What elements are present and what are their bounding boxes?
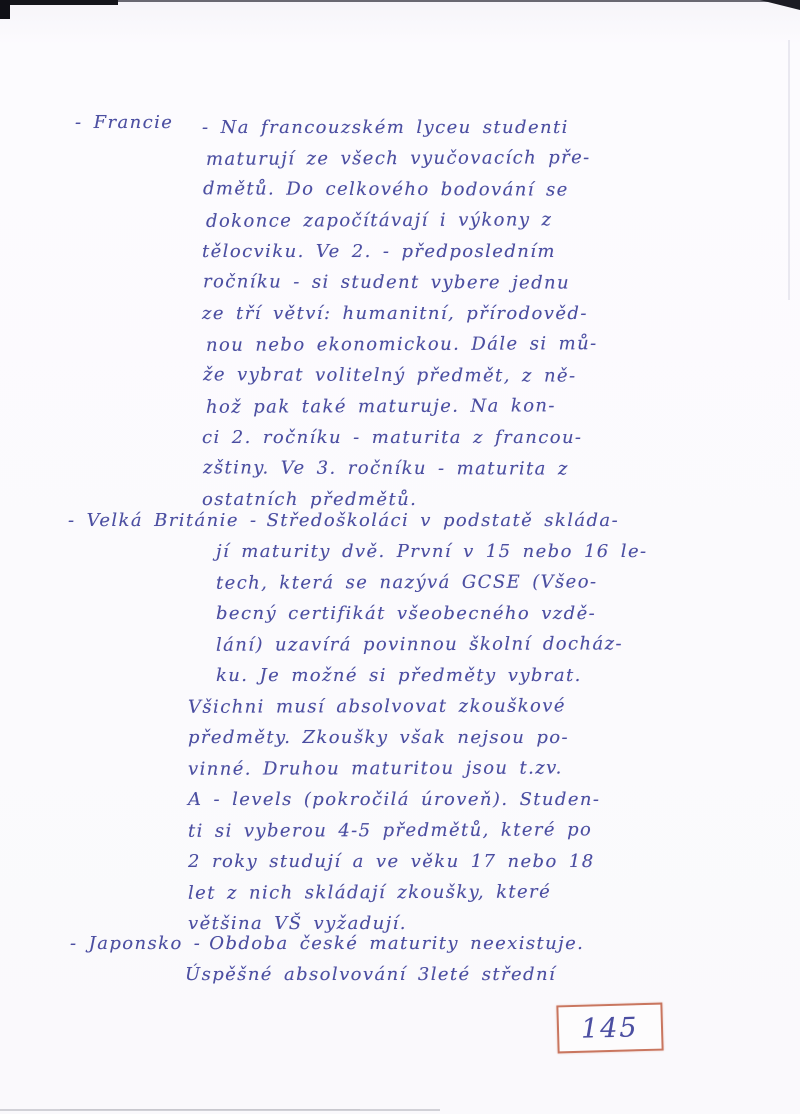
page-number: 145	[580, 1011, 640, 1045]
scan-artifact-left-edge-mark	[0, 0, 10, 19]
handwritten-line: ku. Je možné si předměty vybrat.	[216, 665, 582, 686]
handwritten-line: že vybrat volitelný předmět, z ně-	[202, 364, 577, 387]
handwritten-line: předměty. Zkoušky však nejsou po-	[188, 727, 569, 748]
handwritten-line: ostatních předmětů.	[202, 489, 418, 510]
handwritten-line: tělocviku. Ve 2. - předposledním	[202, 241, 556, 262]
handwritten-line: A - levels (pokročilá úroveň). Studen-	[188, 789, 601, 810]
section-label-velka-britanie: - Velká Británie -	[68, 510, 258, 531]
scan-artifact-top-left-mark	[0, 0, 118, 5]
page-number-box	[556, 1003, 663, 1054]
scan-artifact-top-line	[0, 0, 800, 2]
handwritten-line: dokonce započítávají i výkony z	[205, 209, 553, 232]
handwritten-line: vinné. Druhou maturitou jsou t.zv.	[187, 757, 563, 780]
section-row-velka-britanie	[68, 505, 619, 536]
handwritten-line: 2 roky studují a ve věku 17 nebo 18	[188, 851, 595, 872]
section-label-francie: - Francie	[75, 112, 174, 133]
section-row-japonsko	[70, 928, 584, 959]
section-label-japonsko: - Japonsko -	[70, 933, 202, 954]
handwritten-line: let z nich skládají zkoušky, které	[187, 881, 552, 904]
section-body-japonsko	[185, 959, 556, 990]
handwritten-line: ročníku - si student vybere jednu	[202, 271, 571, 294]
handwritten-line: lání) uzavírá povinnou školní docház-	[215, 633, 623, 656]
handwritten-line: Středoškoláci v podstatě skláda-	[266, 510, 620, 531]
handwritten-line: becný certifikát všeobecného vzdě-	[216, 603, 597, 624]
section-body-francie	[202, 112, 598, 515]
handwritten-line: ti si vyberou 4-5 předmětů, které po	[187, 819, 593, 842]
handwritten-line: maturují ze všech vyučovacích pře-	[205, 147, 591, 170]
handwritten-line: - Na francouzském lyceu studenti	[202, 117, 569, 138]
handwritten-line: Obdoba české maturity neexistuje.	[209, 933, 585, 954]
scan-artifact-bottom-line-faint	[60, 1109, 360, 1110]
handwritten-line: hož pak také maturuje. Na kon-	[205, 395, 556, 418]
handwritten-line: jí maturity dvě. První v 15 nebo 16 le-	[216, 541, 648, 562]
handwritten-line: Všichni musí absolvovat zkouškové	[187, 695, 566, 718]
handwritten-line: nou nebo ekonomickou. Dále si mů-	[205, 333, 598, 356]
handwritten-line: dmětů. Do celkového bodování se	[202, 178, 569, 201]
handwritten-line: většina VŠ vyžadují.	[188, 913, 407, 934]
handwritten-line: ze tří větví: humanitní, přírodověd-	[202, 303, 588, 324]
scan-artifact-right-edge-streak	[788, 40, 790, 300]
scan-artifact-top-right-corner	[760, 0, 800, 10]
section-body-velka-britanie	[188, 536, 647, 939]
handwritten-line: tech, která se nazývá GCSE (Všeo-	[215, 571, 598, 594]
handwritten-line: Úspěšné absolvování 3leté střední	[185, 964, 557, 985]
handwritten-line: ci 2. ročníku - maturita z francou-	[202, 427, 583, 448]
handwritten-line: zštiny. Ve 3. ročníku - maturita z	[202, 457, 569, 480]
